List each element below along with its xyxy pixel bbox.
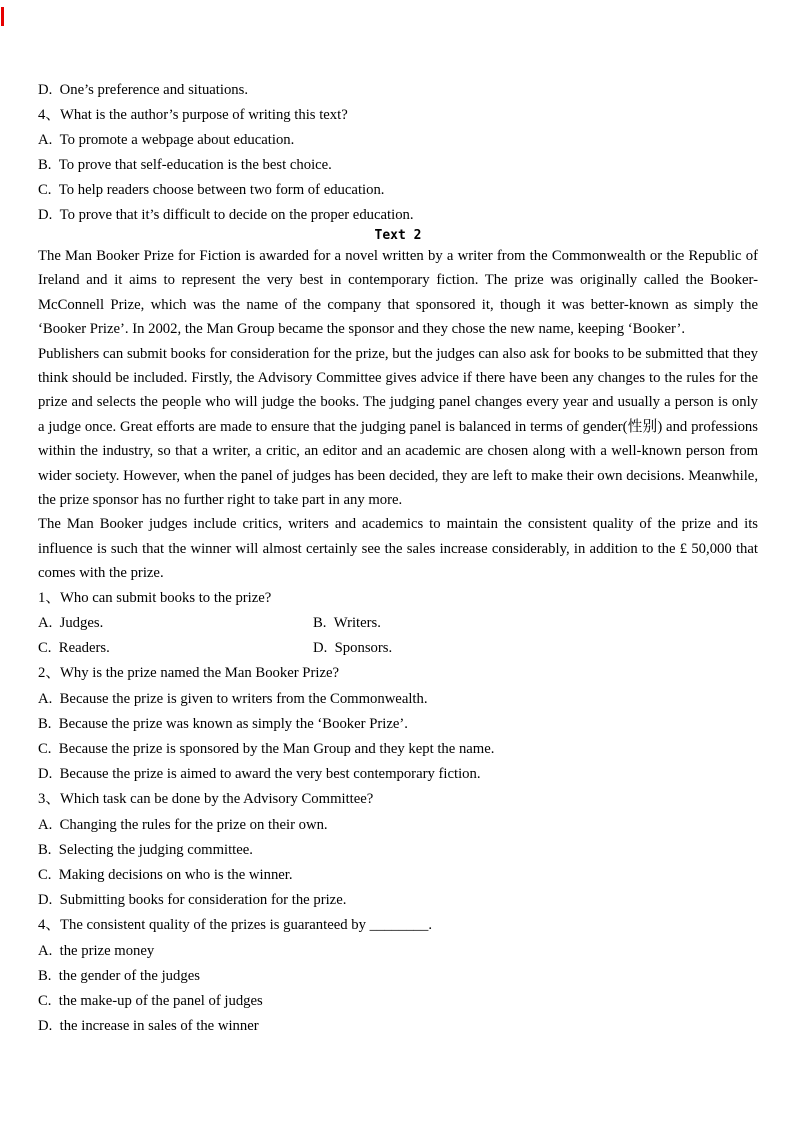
option-item: D. the increase in sales of the winner (38, 1018, 259, 1035)
option-item: C. the make-up of the panel of judges (38, 992, 263, 1009)
option-item: A. Changing the rules for the prize on their own. (38, 816, 328, 833)
text2-heading: Text 2 (374, 228, 422, 243)
option-item: A. Judges. (38, 614, 104, 631)
passage-paragraph: Publishers can submit books for consideration for the prize, but the judges can also ask for books to be submitted that they think should be included. Firstly, the Advisory Committee gives advice if there have been any changes to the rules for the prize and selects the people who will judge the books. The judging panel changes every year and usually a person is only a judge once. Great efforts are made to ensure that the judging panel is balanced in terms of gender(性别) and professions within the industry, so that a writer, a critic, an editor and an academic are chosen along with a well-known person from wider society. However, when the panel of judges has been decided, they are left to make their own decisions. Meanwhile, the prize sponsor has no further right to take part in any more. (38, 345, 758, 509)
options-row (38, 636, 758, 661)
options-row (38, 611, 758, 636)
question-stem: 4、What is the author’s purpose of writing this text? (38, 107, 348, 123)
passage-paragraph: The Man Booker judges include critics, writers and academics to maintain the consistent quality of the prize and its influence is such that the winner will almost certainly see the sales increase considerably, in addition to the £ 50,000 that comes with the prize. (38, 516, 758, 582)
question-stem: 3、Which task can be done by the Advisory Committee? (38, 791, 374, 808)
option-item: D. Submitting books for consideration for the prize. (38, 892, 347, 909)
option-item: C. Readers. (38, 640, 110, 657)
option-item: C. Because the prize is sponsored by the Man Group and they kept the name. (38, 740, 495, 757)
option-item: B. Selecting the judging committee. (38, 841, 253, 858)
option-item: D. To prove that it’s difficult to decide on the proper education. (38, 207, 414, 223)
red-margin-mark (1, 7, 4, 26)
option-item: B. Writers. (313, 614, 381, 631)
option-item: C. Making decisions on who is the winner. (38, 866, 293, 883)
option-item: B. Because the prize was known as simply the ‘Booker Prize’. (38, 715, 408, 732)
option-item: B. the gender of the judges (38, 967, 200, 984)
content-area (38, 78, 758, 1039)
option-item: D. One’s preference and situations. (38, 82, 249, 98)
option-item: B. To prove that self-education is the best choice. (38, 157, 332, 173)
question-stem: 1、Who can submit books to the prize? (38, 589, 272, 606)
option-item: A. the prize money (38, 942, 155, 959)
option-item: A. To promote a webpage about education. (38, 132, 295, 148)
question-stem: 4、The consistent quality of the prizes is guaranteed by ________. (38, 917, 433, 934)
option-item: D. Sponsors. (313, 640, 393, 657)
option-item: A. Because the prize is given to writers from the Commonwealth. (38, 690, 428, 707)
option-item: D. Because the prize is aimed to award the very best contemporary fiction. (38, 766, 481, 783)
option-item: C. To help readers choose between two form of education. (38, 182, 385, 198)
question-stem: 2、Why is the prize named the Man Booker Prize? (38, 665, 340, 682)
passage-paragraph: The Man Booker Prize for Fiction is awarded for a novel written by a writer from the Commonwealth or the Republic of Ireland and it aims to represent the very best in contemporary fiction. The prize was originally called the Booker-McConnell Prize, which was the name of the company that sponsored it, though it was better-known as simply the ‘Booker Prize’. In 2002, the Man Group became the sponsor and they chose the new name, keeping ‘Booker’. (38, 248, 758, 338)
